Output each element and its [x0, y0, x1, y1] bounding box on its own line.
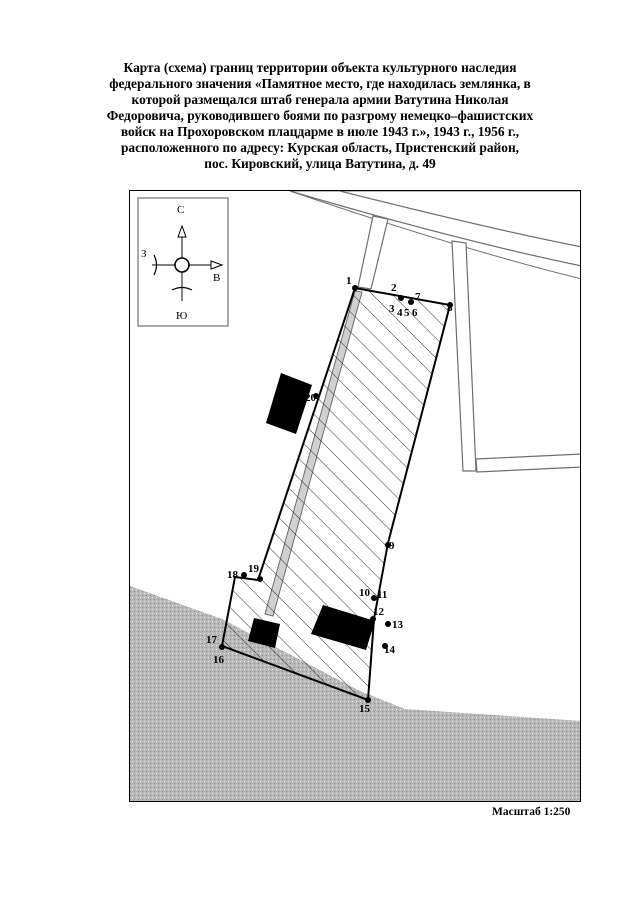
compass-south-label: Ю	[176, 310, 188, 322]
compass-rose	[138, 198, 228, 326]
map-canvas	[130, 191, 581, 802]
point-label: 6	[412, 307, 418, 319]
point-label: 7	[415, 291, 421, 303]
title-line: войск на Прохоровском плацдарме в июле 1943 г.», 1943 г., 1956 г.,	[120, 124, 520, 139]
point-label: 16	[213, 654, 224, 666]
scale-label: Масштаб 1:250	[492, 806, 571, 818]
point-label: 20	[305, 392, 316, 404]
point-label: 12	[373, 606, 384, 618]
point-marker	[257, 576, 263, 582]
compass-center	[175, 258, 189, 272]
compass-west-label: З	[141, 248, 147, 260]
point-label: 4	[397, 307, 403, 319]
point-marker	[241, 572, 247, 578]
point-label: 19	[248, 563, 259, 575]
point-label: 14	[384, 644, 395, 656]
map-frame	[129, 190, 581, 802]
map-title	[60, 60, 580, 172]
point-label: 17	[206, 634, 217, 646]
point-label: 3	[389, 303, 395, 315]
point-label: 5	[404, 307, 410, 319]
title-line: федерального значения «Памятное место, где находилась землянка, в	[109, 76, 531, 91]
point-label: 9	[389, 540, 395, 552]
point-marker	[352, 285, 358, 291]
title-line: расположенного по адресу: Курская область, Пристенский район,	[120, 140, 520, 155]
title-line: которой размещался штаб генерала армии Ватутина Николая	[131, 92, 509, 107]
point-marker	[408, 299, 414, 305]
point-label: 15	[359, 703, 370, 715]
point-label: 8	[447, 302, 453, 314]
compass-east-label: В	[213, 272, 221, 284]
compass-north-label: С	[177, 204, 185, 216]
point-label: 13	[392, 619, 403, 631]
point-label: 1	[346, 275, 352, 287]
point-label: 10	[359, 587, 370, 599]
road-branch-right	[452, 241, 476, 471]
point-marker	[398, 295, 404, 301]
title-line: Федоровича, руководившего боями по разгрому немецко–фашистских	[106, 108, 534, 123]
point-marker	[219, 644, 225, 650]
road-branch-right-spur	[476, 454, 581, 472]
title-line: пос. Кировский, улица Ватутина, д. 49	[204, 156, 436, 171]
point-label: 2	[391, 282, 397, 294]
point-marker	[385, 621, 391, 627]
point-label: 18	[227, 569, 238, 581]
title-line: Карта (схема) границ территории объекта культурного наследия	[123, 60, 517, 75]
road-branch-left	[358, 216, 388, 289]
point-label: 11	[377, 589, 388, 601]
